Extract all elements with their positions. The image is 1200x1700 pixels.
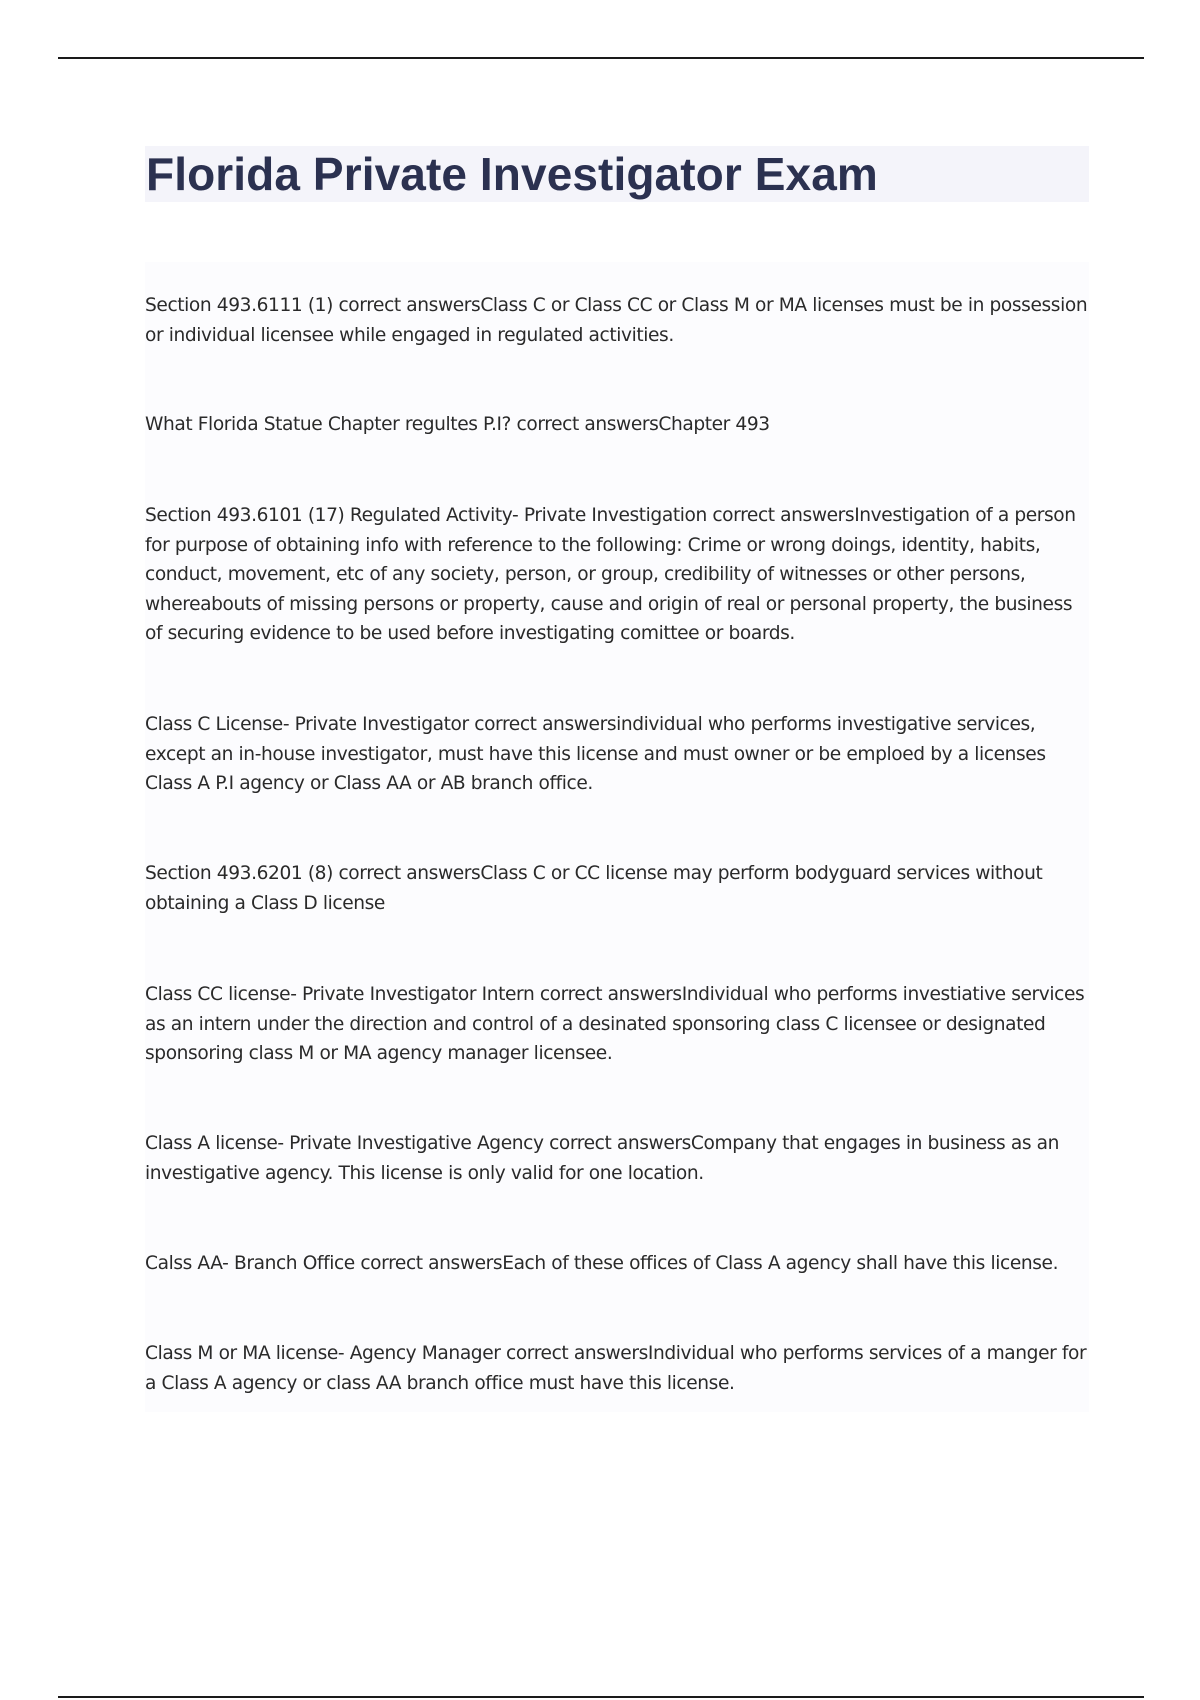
qa-entry: Class M or MA license- Agency Manager correct answersIndividual who performs services of a manger for a Class A agency or class AA branch office must have this license. [145, 1343, 1087, 1394]
qa-entry: Class A license- Private Investigative Agency correct answersCompany that engages in business as an investigative agency. This license is only valid for one location. [145, 1133, 1060, 1184]
qa-entry: Section 493.6101 (17) Regulated Activity- Private Investigation correct answersInvestigation of a person for purpose of obtaining info with reference to the following: Crime or wrong doings, identity, habits, conduct, movement, etc of any society, person, or group, credibility of witnesses or other persons, whereabouts of missing persons or property, cause and origin of real or personal property, the business of securing evidence to be used before investigating comittee or boards. [145, 505, 1076, 644]
qa-entry: Class CC license- Private Investigator Intern correct answersIndividual who performs investiative services as an intern under the direction and control of a desinated sponsoring class C licensee or designated sponsoring class M or MA agency manager licensee. [145, 984, 1085, 1064]
qa-entry: Calss AA- Branch Office correct answersEach of these offices of Class A agency shall have this license. [145, 1253, 1059, 1274]
bottom-rule [58, 1696, 1144, 1698]
qa-entry: What Florida Statue Chapter regultes P.I? correct answersChapter 493 [145, 414, 770, 435]
qa-entry: Section 493.6201 (8) correct answersClass C or CC license may perform bodyguard services without obtaining a Class D license [145, 863, 1043, 914]
top-rule [58, 57, 1144, 59]
qa-entry: Section 493.6111 (1) correct answersClass C or Class CC or Class M or MA licenses must be in possession or individual licensee while engaged in regulated activities. [145, 295, 1088, 346]
qa-entry: Class C License- Private Investigator correct answersindividual who performs investigative services, except an in-house investigator, must have this license and must owner or be emploed by a licenses Class A P.I agency or Class AA or AB branch office. [145, 714, 1046, 794]
document-title: Florida Private Investigator Exam [146, 148, 878, 200]
